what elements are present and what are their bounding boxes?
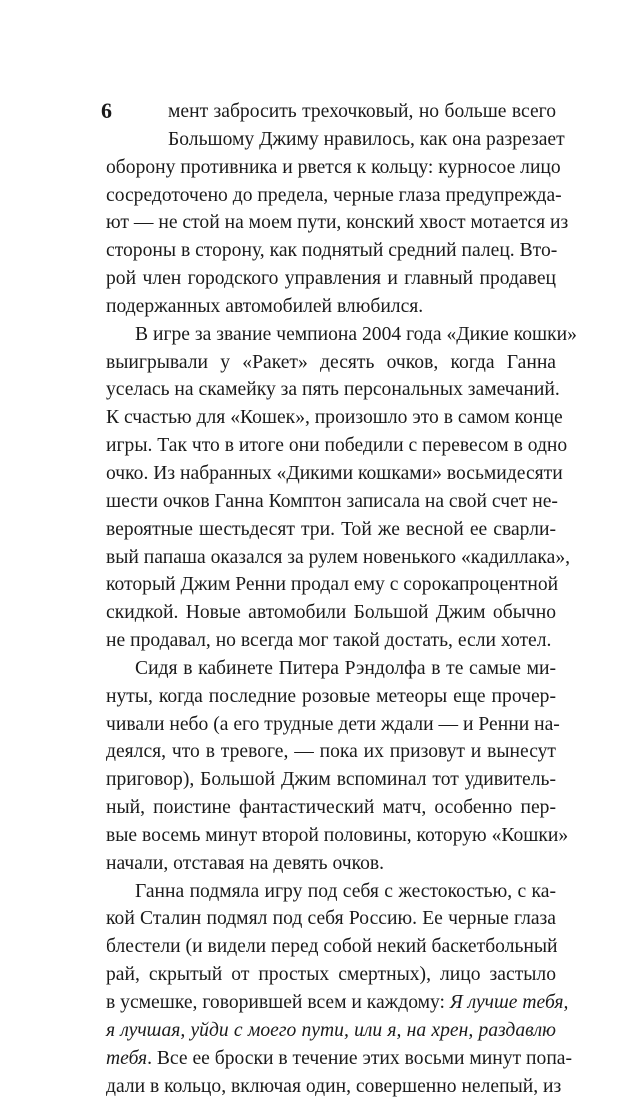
text-line — [106, 349, 556, 377]
line-text: К счастью для «Кошек», произошло это в самом конце — [106, 407, 563, 429]
line-text: игры. Так что в итоге они победили с перевесом в одно — [106, 435, 568, 457]
line-text: который Джим Ренни продал ему с сорокапроцентной — [106, 574, 559, 596]
text-line — [106, 599, 556, 627]
text-line — [106, 878, 556, 906]
line-text: ют — не стой на моем пути, конский хвост мотается из — [106, 212, 569, 234]
line-text: приговор), Большой Джим вспоминал тот удивитель- — [106, 769, 556, 791]
text-line — [106, 905, 556, 933]
text-line — [106, 432, 568, 460]
line-text: нуты, когда последние розовые метеоры еще прочер- — [106, 685, 556, 707]
text-line — [106, 182, 562, 210]
line-text: скидкой. Новые автомобили Большой Джим обычно — [106, 602, 556, 624]
line-text: шести очков Ганна Комптон записала на свой счет не- — [106, 490, 558, 512]
text-line — [106, 1073, 562, 1100]
text-line — [106, 794, 556, 822]
line-text: дали в кольцо, включая один, совершенно нелепый, из — [106, 1075, 562, 1097]
text-line — [106, 265, 556, 293]
text-line — [106, 711, 560, 739]
line-text: чивали небо (а его трудные дети ждали — и Ренни на- — [106, 713, 560, 735]
line-text: стороны в сторону, как поднятый средний палец. Вто- — [106, 240, 558, 262]
text-line — [106, 321, 577, 349]
line-text: в усмешке, говорившей всем и каждому: — [106, 992, 450, 1013]
line-text: выигрывали у «Ракет» десять очков, когда Ганна — [106, 351, 556, 373]
text-line — [106, 98, 556, 126]
page-number: 6 — [101, 98, 112, 123]
line-text: Ганна подмяла игру под себя с жестокостью, с ка- — [135, 880, 556, 902]
line-text: вероятные шестьдесят три. Той же весной ее сварли- — [106, 518, 556, 540]
text-line — [106, 571, 559, 599]
line-text: Сидя в кабинете Питера Рэндолфа в те самые ми- — [135, 657, 556, 679]
line-text: мент забросить трехочковый, но больше всего — [168, 101, 556, 122]
line-text: не продавал, но всегда мог такой достать, если хотел. — [106, 630, 552, 652]
line-text: подержанных автомобилей влюбился. — [106, 295, 424, 317]
line-text: уселась на скамейку за пять персональных замечаний. — [106, 379, 560, 401]
text-line — [106, 766, 556, 794]
line-text: вый папаша оказался за рулем новенького «кадиллака», — [106, 546, 571, 568]
line-text: В игре за звание чемпиона 2004 года «Дикие кошки» — [135, 323, 577, 345]
text-line — [106, 850, 556, 878]
italic-text: тебя — [106, 1047, 148, 1069]
line-text: кой Сталин подмял под себя Россию. Ее черные глаза — [106, 908, 556, 930]
text-line — [106, 544, 571, 572]
text-line — [106, 683, 556, 711]
line-text: блестели (и видели перед собой некий баскетбольный — [106, 936, 558, 958]
line-text: оборону противника и рвется к кольцу: курносое лицо — [106, 156, 561, 178]
text-line — [106, 209, 569, 237]
text-line — [106, 293, 556, 321]
text-line — [106, 404, 563, 432]
line-text: рай, скрытый от простых смертных), лицо застыло — [106, 964, 556, 986]
text-line — [106, 822, 569, 850]
text-line — [106, 488, 556, 516]
text-line — [106, 655, 556, 683]
text-line — [106, 154, 561, 182]
text-line — [106, 1045, 573, 1073]
text-line — [106, 1017, 556, 1045]
text-line — [106, 989, 569, 1017]
line-text: Большому Джиму нравилось, как она разрезает — [168, 128, 565, 150]
line-text: сосредоточено до предела, черные глаза предупрежда- — [106, 184, 562, 206]
text-line — [106, 961, 556, 989]
body-text — [106, 98, 577, 1100]
line-text: начали, отставая на девять очков. — [106, 852, 385, 874]
text-line — [106, 460, 563, 488]
line-text: деялся, что в тревоге, — пока их призовут и вынесут — [106, 741, 556, 763]
text-line — [106, 237, 556, 265]
italic-text: я лучшая, уйди с моего пути, или я, на хрен, раздавлю — [106, 1019, 556, 1041]
line-text: рой член городского управления и главный продавец — [106, 268, 556, 290]
text-line — [106, 126, 565, 154]
line-text: ный, поистине фантастический матч, особенно пер- — [106, 797, 556, 819]
text-line — [106, 933, 556, 961]
text-line — [106, 376, 560, 404]
line-text: очко. Из набранных «Дикими кошками» восьмидесяти — [106, 462, 563, 484]
italic-text: Я лучше тебя, — [449, 992, 569, 1013]
line-text: вые восемь минут второй половины, которую «Кошки» — [106, 824, 569, 846]
text-line — [106, 516, 556, 544]
line-text: . Все ее броски в течение этих восьми минут попа- — [147, 1047, 573, 1069]
text-line — [106, 738, 556, 766]
text-line — [106, 627, 556, 655]
